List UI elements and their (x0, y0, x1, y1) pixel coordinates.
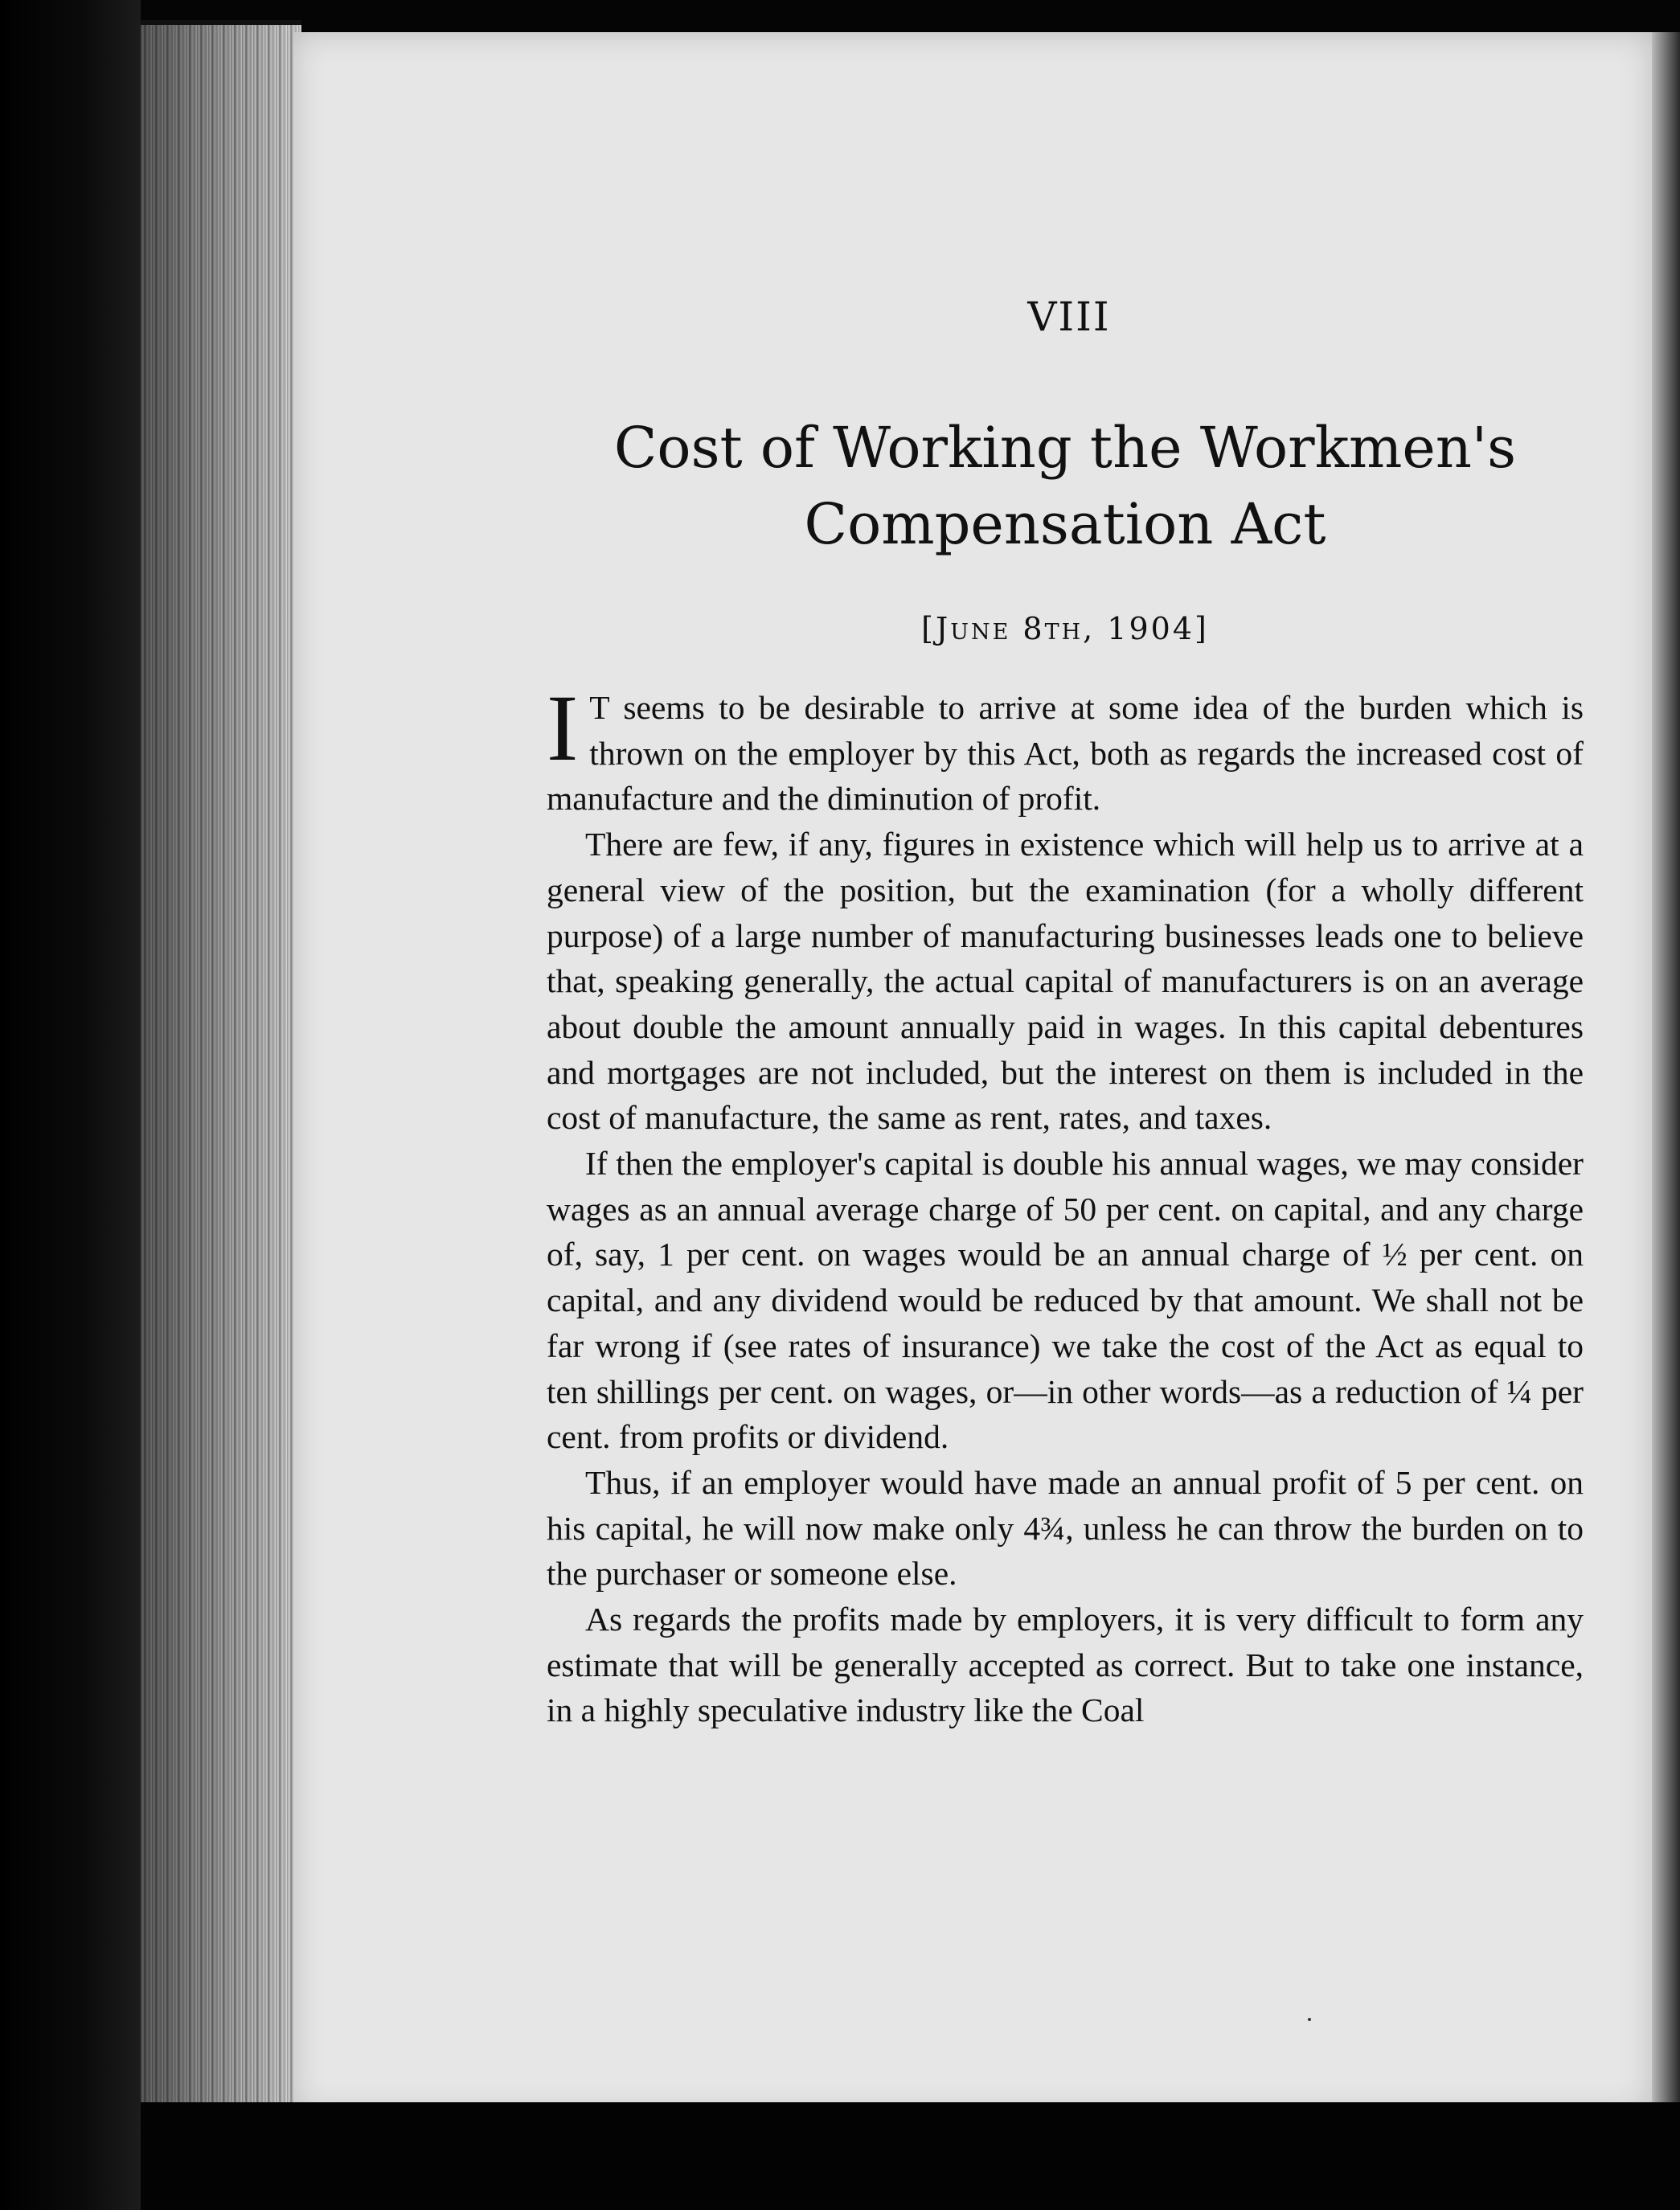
chapter-body (547, 675, 1584, 1733)
paragraph-5: As regards the profits made by employers, it is very difficult to form any estimate that will be generally accepted as correct. But to take one instance, in a highly speculative industry like the Coal (547, 1601, 1584, 1729)
chapter-title: Cost of Working the Workmen's Compensation Act (613, 415, 1517, 557)
drop-cap: I (547, 675, 579, 781)
chapter-number: VIII (1027, 293, 1111, 340)
paragraph-1 (547, 675, 1584, 822)
print-speck (1308, 2018, 1311, 2021)
paragraph-1-text: T seems to be desirable to arrive at some idea of the burden which is thrown on the employer by this Act, both as regards the increased cost of manufacture and the diminution of profit. (547, 689, 1584, 818)
bottom-shadow (141, 2102, 1680, 2210)
paragraph-2: There are few, if any, figures in existence which will help us to arrive at a general view of the position, but the examination (for a wholly different purpose) of a large number of manufacturing businesses leads one to believe that, speaking generally, the actual capital of manufacturers is on an average about double the amount annually paid in wages. In this capital debentures and mortgages are not included, but the interest on them is included in the cost of manufacture, the same as rent, rates, and taxes. (547, 826, 1584, 1137)
paragraph-3: If then the employer's capital is double his annual wages, we may consider wages as an annual average charge of 50 per cent. on capital, and any charge of, say, 1 per cent. on wages would be an annual charge of ½ per cent. on capital, and any dividend would be reduced by that amount. We shall not be far wrong if (see rates of insurance) we take the cost of the Act as equal to ten shillings per cent. on wages, or—in other words—as a reduction of ¼ per cent. from profits or dividend. (547, 1145, 1584, 1456)
paragraph-4: Thus, if an employer would have made an annual profit of 5 per cent. on his capital, he will now make only 4¾, unless he can throw the burden on to the purchaser or someone else. (547, 1463, 1584, 1593)
chapter-date: [June 8th, 1904] (921, 611, 1209, 646)
book-page (293, 32, 1652, 2114)
book-binding (0, 0, 141, 2210)
page-edges-stack (141, 20, 301, 2107)
